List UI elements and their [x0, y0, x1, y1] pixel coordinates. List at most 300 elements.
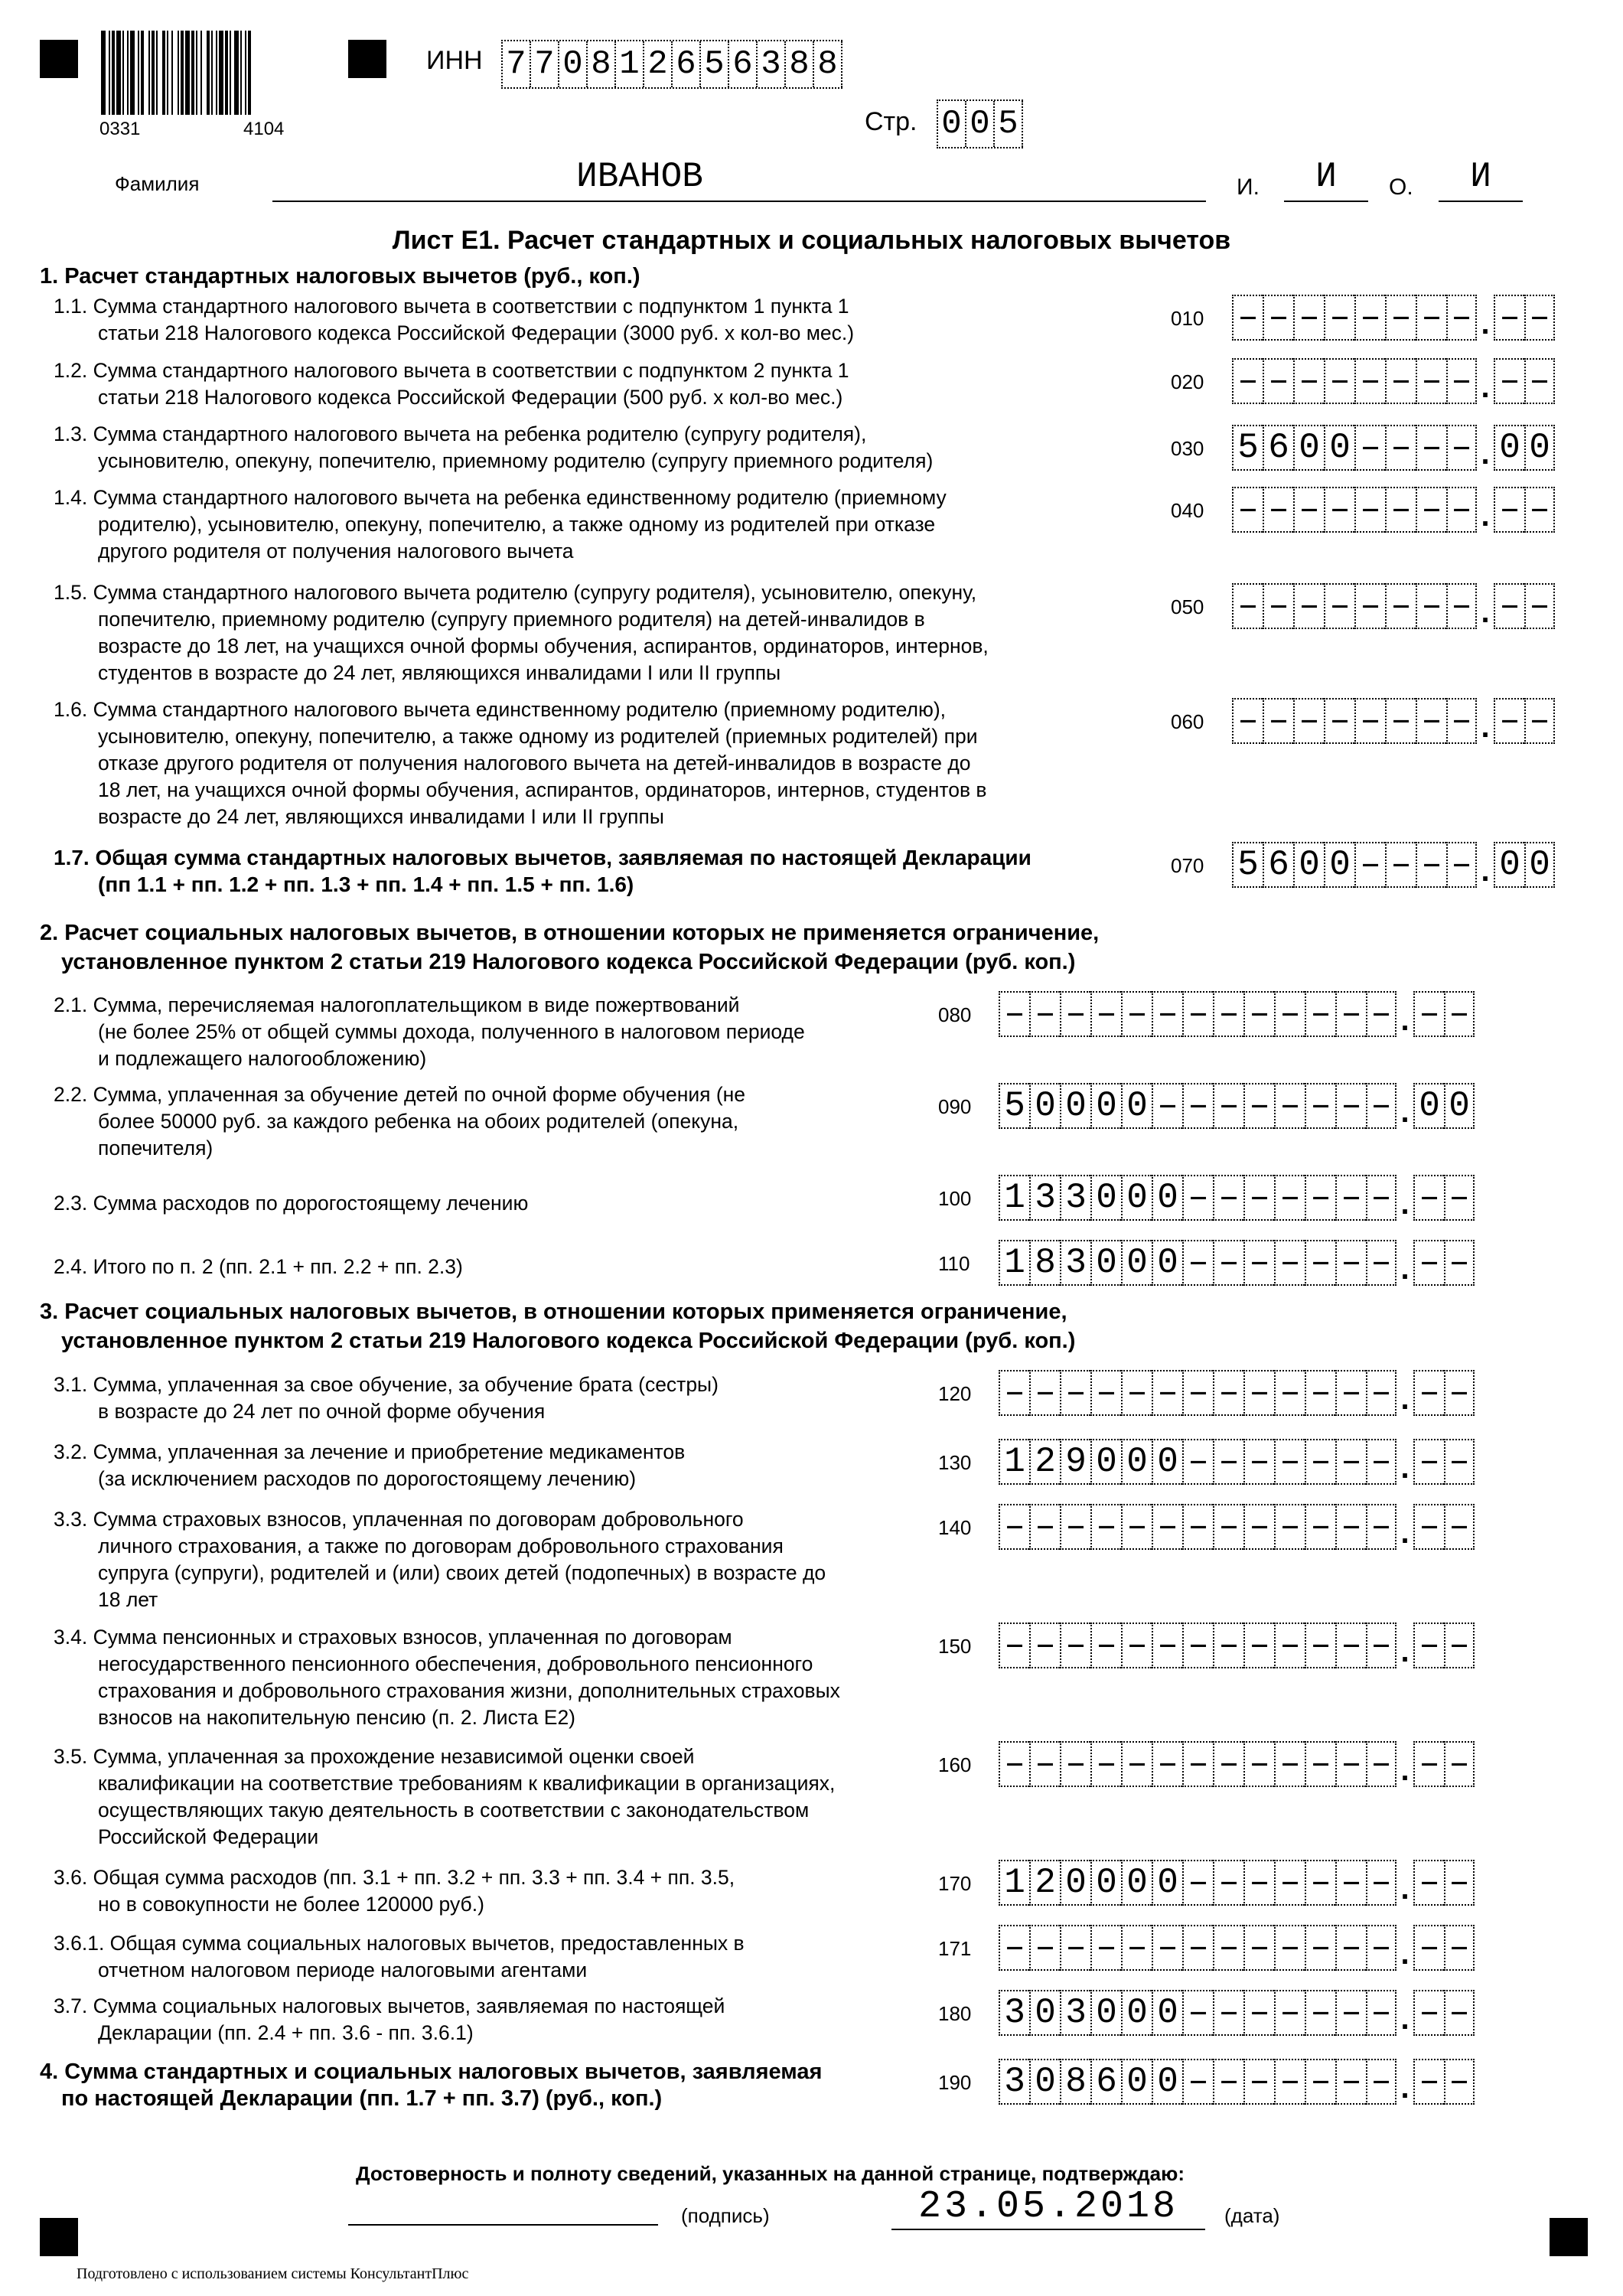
row-090-rub-cell[interactable]: 0 [1029, 1083, 1060, 1129]
row-140-rub-cell[interactable]: – [1152, 1504, 1182, 1550]
row-100-rub-cell[interactable]: 3 [1060, 1175, 1090, 1221]
page-number-cell[interactable]: 0 [938, 101, 966, 147]
row-100-rub-cell[interactable]: 1 [999, 1175, 1029, 1221]
row-140-rub-cell[interactable]: – [1029, 1504, 1060, 1550]
row-110-rub-cell[interactable]: 1 [999, 1240, 1029, 1286]
row-130-rub-cell[interactable]: – [1305, 1439, 1335, 1485]
row-120-rub-cell[interactable]: – [1335, 1370, 1366, 1416]
row-171-rub-cell[interactable]: – [1243, 1925, 1274, 1971]
inn-cell[interactable]: 5 [701, 41, 729, 87]
row-060-kop-cell[interactable]: – [1494, 698, 1524, 744]
row-190-rub-cell[interactable]: – [1274, 2059, 1305, 2105]
row-110-rub-cell[interactable]: 0 [1090, 1240, 1121, 1286]
row-160-rub-cell[interactable]: – [1366, 1741, 1396, 1787]
row-030-amount-field[interactable] [1232, 425, 1555, 471]
row-050-rub-cell[interactable]: – [1385, 583, 1416, 629]
row-160-rub-cell[interactable]: – [1090, 1741, 1121, 1787]
row-090-kop-cell[interactable]: 0 [1444, 1083, 1475, 1129]
row-140-amount-field[interactable] [999, 1504, 1475, 1550]
row-080-rub-cell[interactable]: – [1090, 991, 1121, 1037]
row-020-rub-cell[interactable]: – [1385, 358, 1416, 404]
inn-cell[interactable]: 8 [814, 41, 842, 87]
row-171-rub-cell[interactable]: – [999, 1925, 1029, 1971]
date-value[interactable]: 23.05.2018 [917, 2185, 1179, 2229]
row-060-rub-cell[interactable]: – [1232, 698, 1263, 744]
row-110-rub-cell[interactable]: 0 [1152, 1240, 1182, 1286]
row-150-rub-cell[interactable]: – [999, 1623, 1029, 1668]
row-171-rub-cell[interactable]: – [1152, 1925, 1182, 1971]
row-180-rub-cell[interactable]: – [1335, 1990, 1366, 2036]
row-180-rub-cell[interactable]: 0 [1090, 1990, 1121, 2036]
row-100-rub-cell[interactable]: – [1305, 1175, 1335, 1221]
row-010-rub-cell[interactable]: – [1232, 295, 1263, 341]
row-160-rub-cell[interactable]: – [1335, 1741, 1366, 1787]
page-number-cell[interactable]: 5 [995, 101, 1023, 147]
row-160-kop-cell[interactable]: – [1444, 1741, 1475, 1787]
row-160-rub-cell[interactable]: – [1243, 1741, 1274, 1787]
row-140-rub-cell[interactable]: – [1366, 1504, 1396, 1550]
row-171-rub-cell[interactable]: – [1182, 1925, 1213, 1971]
row-090-rub-cell[interactable]: – [1182, 1083, 1213, 1129]
row-190-rub-cell[interactable]: 8 [1060, 2059, 1090, 2105]
row-150-amount-field[interactable] [999, 1623, 1475, 1668]
row-050-amount-field[interactable] [1232, 583, 1555, 629]
row-160-rub-cell[interactable]: – [1121, 1741, 1152, 1787]
row-060-rub-cell[interactable]: – [1293, 698, 1324, 744]
row-171-kop-cell[interactable]: – [1444, 1925, 1475, 1971]
row-150-rub-cell[interactable]: – [1182, 1623, 1213, 1668]
row-110-kop-cell[interactable]: – [1444, 1240, 1475, 1286]
row-150-rub-cell[interactable]: – [1060, 1623, 1090, 1668]
row-130-rub-cell[interactable]: 0 [1152, 1439, 1182, 1485]
row-130-amount-field[interactable] [999, 1439, 1475, 1485]
row-170-rub-cell[interactable]: – [1274, 1860, 1305, 1906]
row-171-rub-cell[interactable]: – [1213, 1925, 1243, 1971]
row-160-rub-cell[interactable]: – [1029, 1741, 1060, 1787]
row-150-kop-cell[interactable]: – [1413, 1623, 1444, 1668]
row-110-amount-field[interactable] [999, 1240, 1475, 1286]
row-030-rub-cell[interactable]: 6 [1263, 425, 1293, 471]
row-110-rub-cell[interactable]: 8 [1029, 1240, 1060, 1286]
row-190-rub-cell[interactable]: 3 [999, 2059, 1029, 2105]
row-171-rub-cell[interactable]: – [1274, 1925, 1305, 1971]
row-170-rub-cell[interactable]: – [1305, 1860, 1335, 1906]
row-070-rub-cell[interactable]: 0 [1324, 842, 1354, 888]
row-130-kop-cell[interactable]: – [1444, 1439, 1475, 1485]
row-020-rub-cell[interactable]: – [1324, 358, 1354, 404]
row-130-rub-cell[interactable]: – [1213, 1439, 1243, 1485]
row-020-rub-cell[interactable]: – [1446, 358, 1477, 404]
row-030-rub-cell[interactable]: 0 [1293, 425, 1324, 471]
row-090-amount-field[interactable] [999, 1083, 1475, 1129]
row-170-rub-cell[interactable]: 0 [1090, 1860, 1121, 1906]
row-070-rub-cell[interactable]: – [1416, 842, 1446, 888]
row-100-rub-cell[interactable]: – [1335, 1175, 1366, 1221]
row-190-kop-cell[interactable]: – [1444, 2059, 1475, 2105]
row-080-rub-cell[interactable]: – [1029, 991, 1060, 1037]
row-050-kop-cell[interactable]: – [1494, 583, 1524, 629]
row-140-rub-cell[interactable]: – [999, 1504, 1029, 1550]
inn-cell[interactable]: 7 [503, 41, 531, 87]
row-100-rub-cell[interactable]: – [1243, 1175, 1274, 1221]
row-040-rub-cell[interactable]: – [1446, 487, 1477, 533]
row-180-rub-cell[interactable]: 0 [1152, 1990, 1182, 2036]
inn-cell[interactable]: 6 [729, 41, 758, 87]
row-160-rub-cell[interactable]: – [1213, 1741, 1243, 1787]
row-180-rub-cell[interactable]: – [1243, 1990, 1274, 2036]
row-050-rub-cell[interactable]: – [1293, 583, 1324, 629]
row-150-rub-cell[interactable]: – [1305, 1623, 1335, 1668]
row-150-rub-cell[interactable]: – [1335, 1623, 1366, 1668]
row-110-rub-cell[interactable]: – [1274, 1240, 1305, 1286]
row-100-kop-cell[interactable]: – [1413, 1175, 1444, 1221]
row-190-rub-cell[interactable]: – [1305, 2059, 1335, 2105]
row-070-amount-field[interactable] [1232, 842, 1555, 888]
row-150-rub-cell[interactable]: – [1090, 1623, 1121, 1668]
row-170-rub-cell[interactable]: 1 [999, 1860, 1029, 1906]
row-160-rub-cell[interactable]: – [1305, 1741, 1335, 1787]
row-010-rub-cell[interactable]: – [1416, 295, 1446, 341]
row-120-rub-cell[interactable]: – [1029, 1370, 1060, 1416]
initial-o-value[interactable]: И [1470, 157, 1491, 197]
row-120-amount-field[interactable] [999, 1370, 1475, 1416]
row-110-rub-cell[interactable]: – [1243, 1240, 1274, 1286]
row-030-kop-cell[interactable]: 0 [1524, 425, 1555, 471]
row-160-rub-cell[interactable]: – [1182, 1741, 1213, 1787]
row-190-rub-cell[interactable]: – [1243, 2059, 1274, 2105]
row-040-rub-cell[interactable]: – [1416, 487, 1446, 533]
page-number-cell[interactable]: 0 [966, 101, 995, 147]
row-150-rub-cell[interactable]: – [1243, 1623, 1274, 1668]
row-110-rub-cell[interactable]: 0 [1121, 1240, 1152, 1286]
row-130-rub-cell[interactable]: 9 [1060, 1439, 1090, 1485]
row-100-rub-cell[interactable]: – [1213, 1175, 1243, 1221]
row-190-rub-cell[interactable]: 0 [1152, 2059, 1182, 2105]
row-080-kop-cell[interactable]: – [1413, 991, 1444, 1037]
row-020-amount-field[interactable] [1232, 358, 1555, 404]
row-130-rub-cell[interactable]: – [1274, 1439, 1305, 1485]
row-040-amount-field[interactable] [1232, 487, 1555, 533]
row-110-rub-cell[interactable]: – [1213, 1240, 1243, 1286]
row-080-rub-cell[interactable]: – [1305, 991, 1335, 1037]
inn-field[interactable] [501, 40, 842, 89]
row-090-rub-cell[interactable]: 5 [999, 1083, 1029, 1129]
row-050-rub-cell[interactable]: – [1416, 583, 1446, 629]
row-010-rub-cell[interactable]: – [1324, 295, 1354, 341]
row-120-rub-cell[interactable]: – [1274, 1370, 1305, 1416]
row-040-kop-cell[interactable]: – [1524, 487, 1555, 533]
row-040-rub-cell[interactable]: – [1293, 487, 1324, 533]
row-030-rub-cell[interactable]: – [1354, 425, 1385, 471]
row-010-rub-cell[interactable]: – [1263, 295, 1293, 341]
row-020-rub-cell[interactable]: – [1263, 358, 1293, 404]
row-120-rub-cell[interactable]: – [1060, 1370, 1090, 1416]
row-140-rub-cell[interactable]: – [1121, 1504, 1152, 1550]
row-171-rub-cell[interactable]: – [1090, 1925, 1121, 1971]
row-180-kop-cell[interactable]: – [1413, 1990, 1444, 2036]
row-040-rub-cell[interactable]: – [1263, 487, 1293, 533]
row-150-rub-cell[interactable]: – [1121, 1623, 1152, 1668]
inn-cell[interactable]: 2 [644, 41, 673, 87]
row-120-rub-cell[interactable]: – [1090, 1370, 1121, 1416]
row-190-rub-cell[interactable]: – [1182, 2059, 1213, 2105]
row-180-rub-cell[interactable]: – [1366, 1990, 1396, 2036]
row-150-rub-cell[interactable]: – [1029, 1623, 1060, 1668]
row-160-rub-cell[interactable]: – [1060, 1741, 1090, 1787]
row-140-rub-cell[interactable]: – [1213, 1504, 1243, 1550]
row-130-rub-cell[interactable]: – [1335, 1439, 1366, 1485]
row-080-rub-cell[interactable]: – [1182, 991, 1213, 1037]
row-010-kop-cell[interactable]: – [1494, 295, 1524, 341]
row-180-rub-cell[interactable]: 0 [1029, 1990, 1060, 2036]
row-070-kop-cell[interactable]: 0 [1524, 842, 1555, 888]
row-080-rub-cell[interactable]: – [1243, 991, 1274, 1037]
row-140-rub-cell[interactable]: – [1182, 1504, 1213, 1550]
row-100-amount-field[interactable] [999, 1175, 1475, 1221]
row-180-kop-cell[interactable]: – [1444, 1990, 1475, 2036]
row-020-kop-cell[interactable]: – [1494, 358, 1524, 404]
row-100-kop-cell[interactable]: – [1444, 1175, 1475, 1221]
row-140-rub-cell[interactable]: – [1060, 1504, 1090, 1550]
row-190-rub-cell[interactable]: 6 [1090, 2059, 1121, 2105]
row-090-rub-cell[interactable]: – [1335, 1083, 1366, 1129]
inn-cell[interactable]: 8 [588, 41, 616, 87]
row-170-rub-cell[interactable]: – [1243, 1860, 1274, 1906]
row-160-rub-cell[interactable]: – [999, 1741, 1029, 1787]
inn-cell[interactable]: 6 [673, 41, 701, 87]
row-100-rub-cell[interactable]: 3 [1029, 1175, 1060, 1221]
row-170-rub-cell[interactable]: – [1366, 1860, 1396, 1906]
row-190-rub-cell[interactable]: – [1335, 2059, 1366, 2105]
row-070-rub-cell[interactable]: 5 [1232, 842, 1263, 888]
row-010-rub-cell[interactable]: – [1293, 295, 1324, 341]
row-040-rub-cell[interactable]: – [1385, 487, 1416, 533]
row-060-kop-cell[interactable]: – [1524, 698, 1555, 744]
row-060-rub-cell[interactable]: – [1324, 698, 1354, 744]
row-050-kop-cell[interactable]: – [1524, 583, 1555, 629]
row-140-kop-cell[interactable]: – [1413, 1504, 1444, 1550]
row-040-rub-cell[interactable]: – [1354, 487, 1385, 533]
row-020-rub-cell[interactable]: – [1416, 358, 1446, 404]
row-070-rub-cell[interactable]: 6 [1263, 842, 1293, 888]
inn-cell[interactable]: 1 [616, 41, 644, 87]
row-050-rub-cell[interactable]: – [1446, 583, 1477, 629]
row-080-kop-cell[interactable]: – [1444, 991, 1475, 1037]
row-160-rub-cell[interactable]: – [1152, 1741, 1182, 1787]
row-171-amount-field[interactable] [999, 1925, 1475, 1971]
row-190-kop-cell[interactable]: – [1413, 2059, 1444, 2105]
row-140-kop-cell[interactable]: – [1444, 1504, 1475, 1550]
row-010-rub-cell[interactable]: – [1446, 295, 1477, 341]
row-120-rub-cell[interactable]: – [1243, 1370, 1274, 1416]
row-070-kop-cell[interactable]: 0 [1494, 842, 1524, 888]
row-171-rub-cell[interactable]: – [1060, 1925, 1090, 1971]
row-100-rub-cell[interactable]: – [1182, 1175, 1213, 1221]
row-090-rub-cell[interactable]: – [1243, 1083, 1274, 1129]
row-020-rub-cell[interactable]: – [1354, 358, 1385, 404]
row-010-amount-field[interactable] [1232, 295, 1555, 341]
row-110-rub-cell[interactable]: – [1182, 1240, 1213, 1286]
row-030-rub-cell[interactable]: 0 [1324, 425, 1354, 471]
row-140-rub-cell[interactable]: – [1274, 1504, 1305, 1550]
row-180-rub-cell[interactable]: – [1274, 1990, 1305, 2036]
row-030-rub-cell[interactable]: – [1385, 425, 1416, 471]
surname-value[interactable]: ИВАНОВ [576, 157, 703, 197]
row-080-rub-cell[interactable]: – [1213, 991, 1243, 1037]
row-070-rub-cell[interactable]: – [1446, 842, 1477, 888]
row-090-rub-cell[interactable]: – [1305, 1083, 1335, 1129]
row-150-kop-cell[interactable]: – [1444, 1623, 1475, 1668]
row-170-kop-cell[interactable]: – [1444, 1860, 1475, 1906]
row-170-rub-cell[interactable]: 2 [1029, 1860, 1060, 1906]
row-110-kop-cell[interactable]: – [1413, 1240, 1444, 1286]
row-120-kop-cell[interactable]: – [1413, 1370, 1444, 1416]
row-190-rub-cell[interactable]: – [1366, 2059, 1396, 2105]
row-020-rub-cell[interactable]: – [1232, 358, 1263, 404]
row-150-rub-cell[interactable]: – [1152, 1623, 1182, 1668]
row-190-amount-field[interactable] [999, 2059, 1475, 2105]
row-050-rub-cell[interactable]: – [1263, 583, 1293, 629]
row-060-rub-cell[interactable]: – [1263, 698, 1293, 744]
row-120-rub-cell[interactable]: – [1366, 1370, 1396, 1416]
row-140-rub-cell[interactable]: – [1090, 1504, 1121, 1550]
row-171-kop-cell[interactable]: – [1413, 1925, 1444, 1971]
row-100-rub-cell[interactable]: – [1366, 1175, 1396, 1221]
row-060-rub-cell[interactable]: – [1354, 698, 1385, 744]
row-170-rub-cell[interactable]: – [1335, 1860, 1366, 1906]
row-070-rub-cell[interactable]: – [1354, 842, 1385, 888]
row-030-kop-cell[interactable]: 0 [1494, 425, 1524, 471]
row-120-rub-cell[interactable]: – [1152, 1370, 1182, 1416]
row-180-rub-cell[interactable]: 3 [999, 1990, 1029, 2036]
row-160-kop-cell[interactable]: – [1413, 1741, 1444, 1787]
row-080-rub-cell[interactable]: – [1335, 991, 1366, 1037]
row-050-rub-cell[interactable]: – [1324, 583, 1354, 629]
row-190-rub-cell[interactable]: 0 [1029, 2059, 1060, 2105]
row-180-rub-cell[interactable]: 3 [1060, 1990, 1090, 2036]
row-020-kop-cell[interactable]: – [1524, 358, 1555, 404]
row-130-kop-cell[interactable]: – [1413, 1439, 1444, 1485]
row-190-rub-cell[interactable]: 0 [1121, 2059, 1152, 2105]
row-080-rub-cell[interactable]: – [1121, 991, 1152, 1037]
row-090-rub-cell[interactable]: – [1366, 1083, 1396, 1129]
row-100-rub-cell[interactable]: – [1274, 1175, 1305, 1221]
row-030-rub-cell[interactable]: – [1416, 425, 1446, 471]
row-140-rub-cell[interactable]: – [1243, 1504, 1274, 1550]
row-170-rub-cell[interactable]: 0 [1152, 1860, 1182, 1906]
row-070-rub-cell[interactable]: – [1385, 842, 1416, 888]
row-130-rub-cell[interactable]: 0 [1090, 1439, 1121, 1485]
inn-cell[interactable]: 7 [531, 41, 559, 87]
row-060-rub-cell[interactable]: – [1385, 698, 1416, 744]
row-130-rub-cell[interactable]: 1 [999, 1439, 1029, 1485]
row-080-rub-cell[interactable]: – [1366, 991, 1396, 1037]
row-120-rub-cell[interactable]: – [999, 1370, 1029, 1416]
row-180-rub-cell[interactable]: 0 [1121, 1990, 1152, 2036]
row-130-rub-cell[interactable]: – [1243, 1439, 1274, 1485]
row-100-rub-cell[interactable]: 0 [1121, 1175, 1152, 1221]
row-100-rub-cell[interactable]: 0 [1152, 1175, 1182, 1221]
row-090-rub-cell[interactable]: 0 [1121, 1083, 1152, 1129]
row-050-rub-cell[interactable]: – [1232, 583, 1263, 629]
row-060-rub-cell[interactable]: – [1416, 698, 1446, 744]
row-140-rub-cell[interactable]: – [1305, 1504, 1335, 1550]
row-171-rub-cell[interactable]: – [1335, 1925, 1366, 1971]
row-170-rub-cell[interactable]: – [1182, 1860, 1213, 1906]
row-080-amount-field[interactable] [999, 991, 1475, 1037]
row-130-rub-cell[interactable]: – [1182, 1439, 1213, 1485]
row-130-rub-cell[interactable]: 0 [1121, 1439, 1152, 1485]
row-090-rub-cell[interactable]: 0 [1060, 1083, 1090, 1129]
signature-line[interactable] [348, 2224, 658, 2226]
row-010-kop-cell[interactable]: – [1524, 295, 1555, 341]
row-140-rub-cell[interactable]: – [1335, 1504, 1366, 1550]
row-170-amount-field[interactable] [999, 1860, 1475, 1906]
row-120-rub-cell[interactable]: – [1305, 1370, 1335, 1416]
row-030-rub-cell[interactable]: – [1446, 425, 1477, 471]
row-090-kop-cell[interactable]: 0 [1413, 1083, 1444, 1129]
row-190-rub-cell[interactable]: – [1213, 2059, 1243, 2105]
row-150-rub-cell[interactable]: – [1366, 1623, 1396, 1668]
row-171-rub-cell[interactable]: – [1366, 1925, 1396, 1971]
row-150-rub-cell[interactable]: – [1213, 1623, 1243, 1668]
row-090-rub-cell[interactable]: – [1274, 1083, 1305, 1129]
row-170-rub-cell[interactable]: 0 [1121, 1860, 1152, 1906]
row-010-rub-cell[interactable]: – [1354, 295, 1385, 341]
inn-cell[interactable]: 0 [559, 41, 588, 87]
row-180-rub-cell[interactable]: – [1305, 1990, 1335, 2036]
row-180-rub-cell[interactable]: – [1213, 1990, 1243, 2036]
row-110-rub-cell[interactable]: – [1305, 1240, 1335, 1286]
row-020-rub-cell[interactable]: – [1293, 358, 1324, 404]
row-010-rub-cell[interactable]: – [1385, 295, 1416, 341]
row-171-rub-cell[interactable]: – [1121, 1925, 1152, 1971]
row-171-rub-cell[interactable]: – [1029, 1925, 1060, 1971]
row-170-rub-cell[interactable]: – [1213, 1860, 1243, 1906]
row-150-rub-cell[interactable]: – [1274, 1623, 1305, 1668]
page-number-field[interactable] [937, 99, 1023, 148]
row-110-rub-cell[interactable]: – [1366, 1240, 1396, 1286]
row-080-rub-cell[interactable]: – [1274, 991, 1305, 1037]
row-110-rub-cell[interactable]: 3 [1060, 1240, 1090, 1286]
row-160-amount-field[interactable] [999, 1741, 1475, 1787]
row-170-rub-cell[interactable]: 0 [1060, 1860, 1090, 1906]
inn-cell[interactable]: 3 [758, 41, 786, 87]
row-120-rub-cell[interactable]: – [1213, 1370, 1243, 1416]
row-120-rub-cell[interactable]: – [1121, 1370, 1152, 1416]
row-110-rub-cell[interactable]: – [1335, 1240, 1366, 1286]
row-160-rub-cell[interactable]: – [1274, 1741, 1305, 1787]
row-180-amount-field[interactable] [999, 1990, 1475, 2036]
row-080-rub-cell[interactable]: – [999, 991, 1029, 1037]
row-040-rub-cell[interactable]: – [1324, 487, 1354, 533]
initial-i-value[interactable]: И [1315, 157, 1337, 197]
row-100-rub-cell[interactable]: 0 [1090, 1175, 1121, 1221]
row-060-rub-cell[interactable]: – [1446, 698, 1477, 744]
row-171-rub-cell[interactable]: – [1305, 1925, 1335, 1971]
row-030-rub-cell[interactable]: 5 [1232, 425, 1263, 471]
row-040-rub-cell[interactable]: – [1232, 487, 1263, 533]
row-120-rub-cell[interactable]: – [1182, 1370, 1213, 1416]
row-130-rub-cell[interactable]: 2 [1029, 1439, 1060, 1485]
row-060-amount-field[interactable] [1232, 698, 1555, 744]
row-080-rub-cell[interactable]: – [1060, 991, 1090, 1037]
row-170-kop-cell[interactable]: – [1413, 1860, 1444, 1906]
row-090-rub-cell[interactable]: 0 [1090, 1083, 1121, 1129]
row-090-rub-cell[interactable]: – [1213, 1083, 1243, 1129]
row-080-rub-cell[interactable]: – [1152, 991, 1182, 1037]
row-050-rub-cell[interactable]: – [1354, 583, 1385, 629]
